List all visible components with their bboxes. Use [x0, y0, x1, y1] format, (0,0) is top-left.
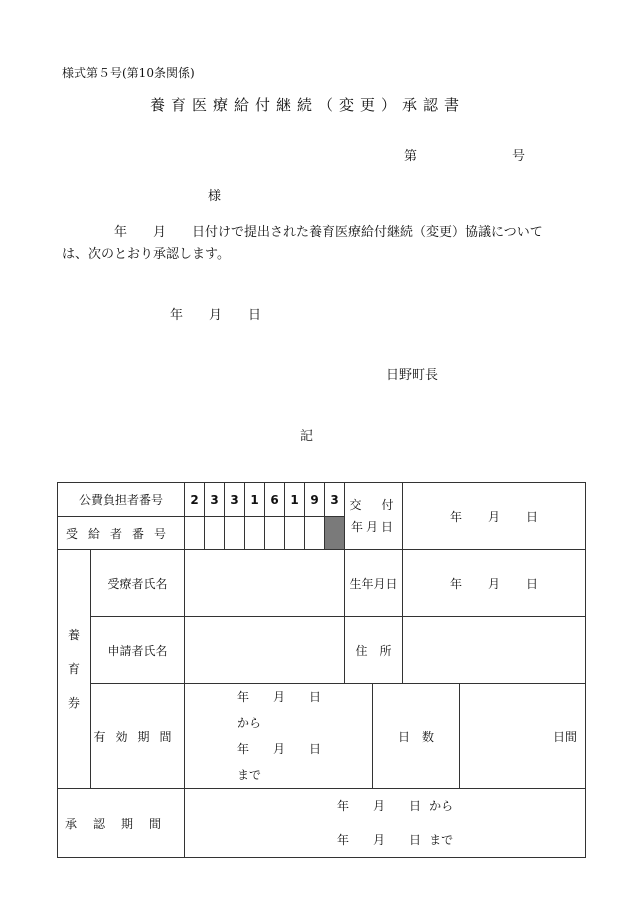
payer-digit: 3 [205, 483, 225, 517]
approval-period-label: 承認期間 [58, 789, 185, 858]
days-value: 日間 [460, 684, 586, 789]
validity-to-year: 年 [237, 742, 250, 756]
ikuiku-char: 育 [67, 662, 80, 676]
birth-day: 日 [526, 576, 539, 591]
approval-form-table [57, 482, 586, 858]
validity-to-day: 日 [309, 742, 322, 756]
validity-from-line [185, 684, 372, 736]
document-number-suffix: 号 [512, 149, 526, 164]
payer-digit: 3 [325, 483, 345, 517]
validity-period-label: 有効期間 [91, 684, 185, 789]
approval-from-year: 年 [337, 799, 350, 813]
ikuiku-vertical-label [58, 550, 91, 789]
validity-from-day: 日 [309, 690, 322, 704]
issue-month: 月 [488, 509, 501, 524]
issue-date-label [345, 483, 403, 550]
issue-date-value [403, 483, 586, 550]
payer-digit: 9 [305, 483, 325, 517]
birth-year: 年 [450, 576, 463, 591]
days-label: 日 数 [373, 684, 460, 789]
birth-date-value [403, 550, 586, 617]
date-month: 月 [209, 308, 223, 323]
payer-digit: 2 [185, 483, 205, 517]
issue-year: 年 [450, 509, 463, 524]
issue-date-label-line2: 年月日 [351, 520, 397, 534]
approval-to-suffix: まで [429, 833, 454, 847]
approval-from-suffix: から [429, 799, 454, 813]
approval-period-value [185, 789, 586, 858]
recipient-digit-cell [305, 517, 325, 550]
payer-digit: 3 [225, 483, 245, 517]
payer-digit: 6 [265, 483, 285, 517]
addressee-honorific: 様 [208, 189, 222, 204]
issue-date-line [170, 304, 287, 323]
applicant-name-field[interactable] [185, 617, 345, 684]
validity-to-line [185, 736, 372, 788]
payer-digit: 1 [245, 483, 265, 517]
address-label: 住 所 [345, 617, 403, 684]
approval-to-month: 月 [373, 833, 386, 847]
address-field[interactable] [403, 617, 586, 684]
issue-date-label-line1: 交 付 [349, 498, 398, 512]
applicant-name-label: 申請者氏名 [91, 617, 185, 684]
patient-name-label: 受療者氏名 [91, 550, 185, 617]
validity-period-value [185, 684, 373, 789]
birth-month: 月 [488, 576, 501, 591]
approval-from-day: 日 [409, 799, 422, 813]
approval-from-month: 月 [373, 799, 386, 813]
approval-to-line [185, 823, 585, 857]
public-payer-number-label: 公費負担者番号 [58, 483, 185, 517]
recipient-digit-cell [205, 517, 225, 550]
birth-date-label: 生年月日 [345, 550, 403, 617]
recipient-digit-cell [265, 517, 285, 550]
form-number: 様式第５号(第10条関係) [62, 66, 195, 80]
approval-from-line [185, 789, 585, 823]
document-number-prefix: 第 [404, 149, 418, 164]
date-day: 日 [248, 308, 262, 323]
ki-heading: 記 [300, 429, 314, 444]
validity-from-month: 月 [273, 690, 286, 704]
recipient-digit-cell [225, 517, 245, 550]
payer-digit: 1 [285, 483, 305, 517]
recipient-digit-cell [245, 517, 265, 550]
issuer-name: 日野町長 [386, 368, 439, 383]
recipient-check-digit-shaded [325, 517, 345, 550]
validity-from-year: 年 [237, 690, 250, 704]
ikuiku-char: 券 [67, 696, 80, 710]
validity-to-suffix: まで [237, 768, 262, 782]
recipient-number-label: 受給者番号 [58, 517, 185, 550]
validity-from-suffix: から [237, 716, 262, 730]
approval-statement: 年 月 日付けで提出された養育医療給付継続（変更）協議については、次のとおり承認します。 [62, 225, 543, 262]
ikuiku-char: 養 [67, 628, 80, 642]
recipient-digit-cell [185, 517, 205, 550]
document-title: 養育医療給付継続（変更）承認書 [150, 96, 466, 114]
validity-to-month: 月 [273, 742, 286, 756]
approval-to-day: 日 [409, 833, 422, 847]
issue-day: 日 [526, 509, 539, 524]
patient-name-field[interactable] [185, 550, 345, 617]
approval-to-year: 年 [337, 833, 350, 847]
date-year: 年 [170, 308, 184, 323]
recipient-digit-cell [285, 517, 305, 550]
